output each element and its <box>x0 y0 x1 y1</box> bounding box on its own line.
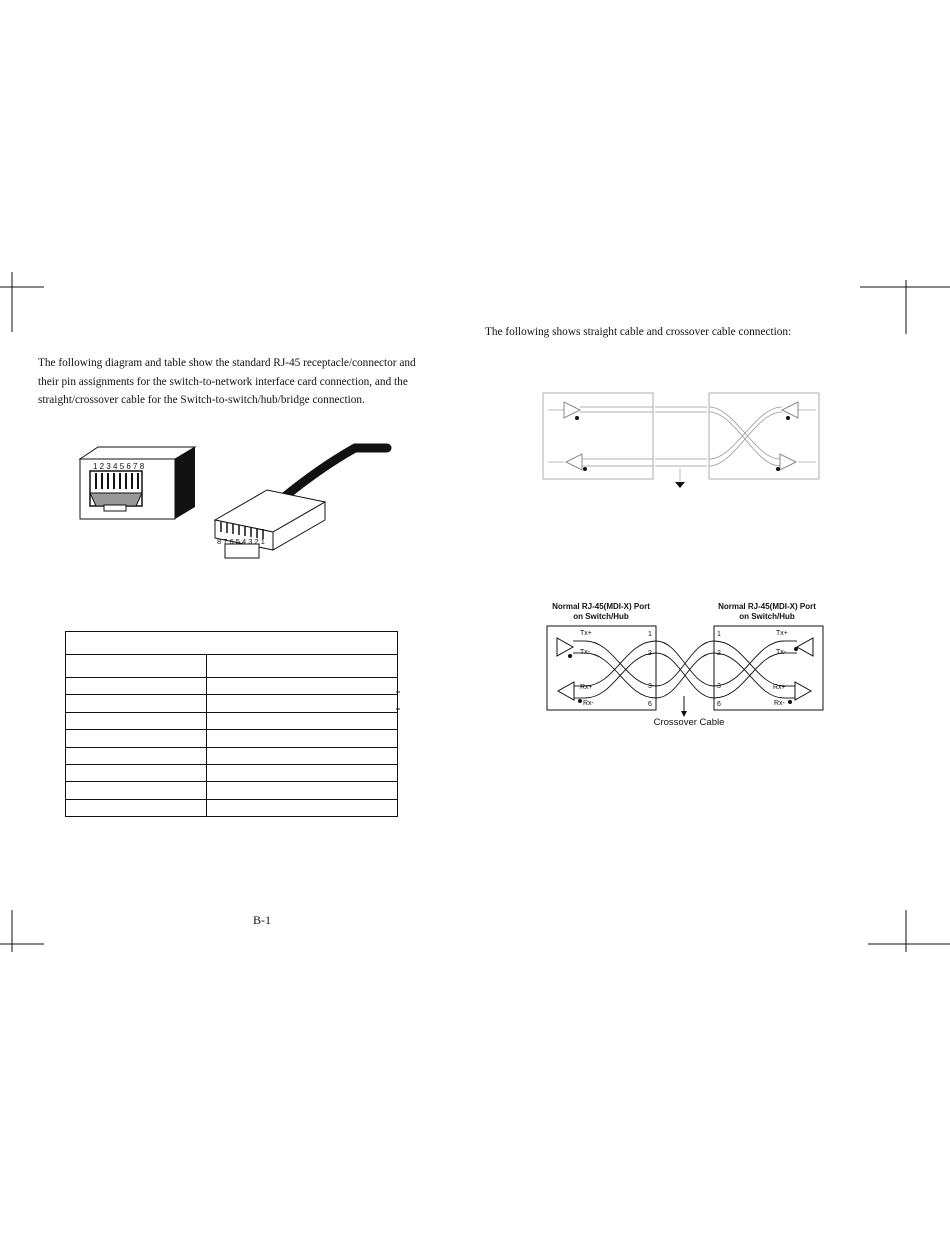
table-row <box>66 782 398 799</box>
signal-label-tx-minus: Tx- <box>776 649 787 656</box>
table-row <box>66 695 398 712</box>
signal-label-rx-plus: Rx+ <box>580 684 593 691</box>
right-port-title-1: Normal RJ-45(MDI-X) Port <box>718 602 816 611</box>
pin-label: 1 <box>717 631 721 638</box>
crossover-cable-caption: Crossover Cable <box>653 717 725 728</box>
signal-label-tx-minus: Tx- <box>580 649 591 656</box>
rj45-receptacle-illustration <box>80 447 200 522</box>
pin-label: 3 <box>717 683 721 690</box>
intro-line: straight/crossover cable for the Switch-to-switch/hub/bridge connection. <box>38 394 365 406</box>
intro-line: their pin assignments for the switch-to-network interface card connection, and the <box>38 375 408 388</box>
table-row <box>66 747 398 764</box>
pin-label: 6 <box>648 701 652 708</box>
page-number: B-1 <box>253 913 271 927</box>
receptacle-pin-numbers: 1 2 3 4 5 6 7 8 <box>93 462 145 471</box>
table-row <box>66 712 398 729</box>
intro-paragraph <box>38 354 416 410</box>
pin-label: 1 <box>648 631 652 638</box>
table-header-cell <box>207 655 398 678</box>
table-row <box>66 730 398 747</box>
table-header-cell <box>66 655 207 678</box>
cable-intro: The following shows straight cable and crossover cable connection: <box>485 326 792 338</box>
table-row <box>66 764 398 781</box>
signal-label-tx-plus: Tx+ <box>580 630 592 637</box>
pin-label: 2 <box>648 650 652 657</box>
signal-label-rx-minus: Rx- <box>583 700 594 707</box>
left-port-title-2: on Switch/Hub <box>573 612 629 621</box>
crossover-cable-diagram <box>540 598 840 738</box>
signal-label-tx-plus: Tx+ <box>776 630 788 637</box>
pin-label: 3 <box>648 683 652 690</box>
left-port-title-1: Normal RJ-45(MDI-X) Port <box>552 602 650 611</box>
signal-label-rx-plus: Rx+ <box>773 684 786 691</box>
pin-assignment-table <box>65 631 398 817</box>
intro-line: The following diagram and table show the standard RJ-45 receptacle/connector and <box>38 357 416 369</box>
table-row <box>66 799 398 816</box>
straight-cable-diagram <box>540 390 820 490</box>
table-title-cell <box>66 632 398 655</box>
pin-label: 6 <box>717 701 721 708</box>
table-edge-marks <box>396 688 406 718</box>
pin-label: 2 <box>717 650 721 657</box>
right-port-title-2: on Switch/Hub <box>739 612 795 621</box>
rj45-plug-illustration <box>205 440 395 570</box>
signal-label-rx-minus: Rx- <box>774 700 785 707</box>
table-row <box>66 678 398 695</box>
plug-pin-numbers: 8 7 6 5 4 3 2 1 <box>217 537 265 546</box>
